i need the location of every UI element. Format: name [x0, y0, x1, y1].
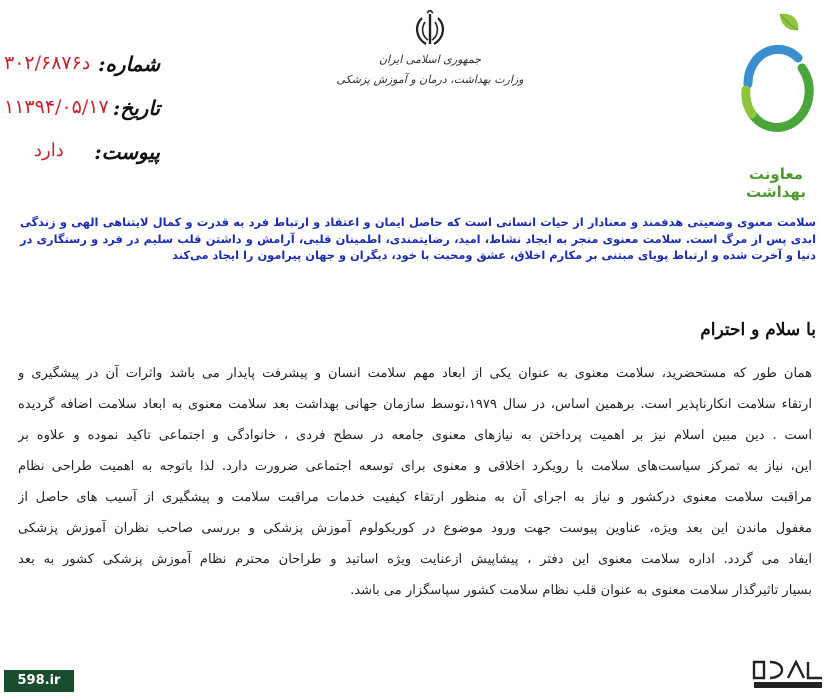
letter-number-row [4, 52, 204, 96]
letter-number-value: ۳۰۲/۶۸۷۶د [4, 52, 91, 74]
body-line: همان طور که مستحضرید، سلامت معنوی به عنوان یکی از ابعاد مهم سلامت انسان و پیشرفت پایدار می باشد واثرات آن در پیشگیری و [18, 366, 812, 381]
letter-date-label: تاریخ: [112, 96, 160, 120]
emblem-line-country: جمهوری اسلامی ایران [378, 53, 482, 66]
letter-attachment-value: دارد [34, 140, 64, 161]
letter-greeting: با سلام و احترام [700, 320, 816, 340]
logo-caption: معاونت بهداشت [746, 165, 806, 201]
letter-meta [4, 52, 204, 184]
body-line: مغفول ماندن این بعد ویژه، عناوین پیوست جهت ورود موضوع در کوریکولوم آموزش پزشکی و بررسی صاحب نظران آموزش پزشکی [18, 521, 812, 536]
letter-attachment-row [4, 140, 204, 184]
body-line: مراقبت سلامت معنوی درکشور و نیاز به اجرای آن به منظور ارتقاء کیفیت خدمات مراقبت سلامت و پیشگیری از آسیب های حاصل از [18, 490, 812, 505]
letter-attachment-label: پیوست: [94, 140, 160, 164]
iran-emblem-icon [412, 10, 448, 50]
body-line: بسیار تاثیرگذار سلامت معنوی به عنوان قلب نظام سلامت کشور سپاسگزار می باشد. [350, 583, 812, 598]
news-agency-logo-icon [748, 656, 828, 692]
health-ring-icon [736, 10, 816, 160]
emblem-line-ministry: وزارت بهداشت، درمان و آموزش پزشکی [336, 73, 524, 86]
spiritual-health-definition: سلامت معنوی وضعیتی هدفمند و معنادار از حیات انسانی است که حاصل ایمان و اعتقاد و ارتباط فرد به قدرت و کمال لایتناهی الهی و زندگی ابدی پس از مرگ است. سلامت معنوی منجر به ایجاد نشاط، امید، رضایتمندی، اطمینان قلبی، آرامش و داشتن قلب سلیم در فرد و رستگاری در دنیا و آخرت شده و ارتباط پویای مبتنی بر مکارم اخلاق، عشق ومحبت با خود، دیگران و جهان پیرامون را ایجاد می‌کند [20, 215, 816, 262]
letter-date-row [4, 96, 204, 140]
body-line: ارتقاء سلامت انکارناپذیر است. برهمین اساس، در سال ۱۹۷۹،توسط سازمان جهانی بهداشت بعد سلامت معنوی به ابعاد سلامت اضافه گردیده [18, 397, 812, 412]
deputy-health-logo [726, 10, 826, 201]
ministry-emblem-block [330, 10, 530, 120]
body-line: این، نیاز به تمرکز سیاست‌های سلامت با رویکرد اخلاقی و معنوی برای توسعه اجتماعی ضرورت دارد. لذا باتوجه به اهمیت طراحی نظام [18, 459, 812, 474]
body-line: است . دین مبین اسلام نیز بر اهمیت پرداختن به نیازهای معنوی جامعه در سطح فردی ، خانوادگی و اجتماعی تاکید نموده و علاوه بر [18, 428, 812, 443]
body-line: ایفاد می گردد. اداره سلامت معنوی این دفتر ، پیشاپیش ازعنایت ویژه اساتید و طراحان محترم نظام آموزش پزشکی کشور به بعد [18, 552, 812, 567]
site-badge[interactable]: 598.ir [4, 670, 74, 692]
letter-body [18, 358, 812, 606]
letter-date-value: ۱۱۳۹۴/۰۵/۱۷ [4, 96, 109, 118]
letter-number-label: شماره: [98, 52, 160, 76]
